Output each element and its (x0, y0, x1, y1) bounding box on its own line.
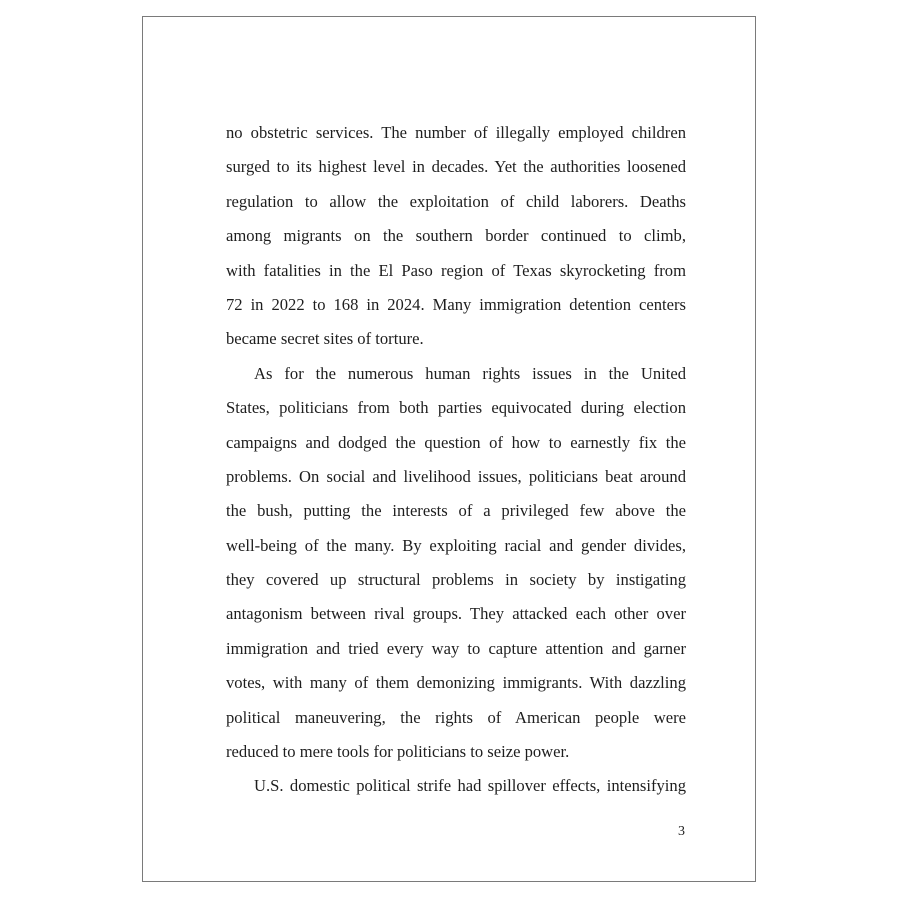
text-line: votes, with many of them demonizing immigrants. With dazzling (226, 673, 686, 693)
document-page (142, 16, 756, 882)
text-line: problems. On social and livelihood issues, politicians beat around (226, 466, 686, 486)
text-line: political maneuvering, the rights of American people were (226, 707, 686, 727)
text-line: no obstetric services. The number of illegally employed children (226, 123, 686, 142)
text-line: among migrants on the southern border continued to climb, (226, 226, 686, 246)
text-line: U.S. domestic political strife had spillover effects, intensifying (254, 776, 686, 796)
paragraph-3 (226, 769, 686, 803)
text-line: regulation to allow the exploitation of child laborers. Deaths (226, 191, 686, 211)
text-line: with fatalities in the El Paso region of Texas skyrocketing from (226, 260, 686, 280)
text-line: reduced to mere tools for politicians to seize power. (226, 742, 570, 762)
page-number: 3 (678, 824, 685, 839)
text-line: States, politicians from both parties equivocated during election (226, 398, 686, 418)
text-line: antagonism between rival groups. They attacked each other over (226, 604, 686, 624)
text-line: surged to its highest level in decades. Yet the authorities loosened (226, 157, 686, 177)
text-line: 72 in 2022 to 168 in 2024. Many immigration detention centers (226, 294, 686, 314)
paragraph-2 (226, 357, 686, 770)
text-line: As for the numerous human rights issues in the United (254, 363, 686, 383)
text-line: campaigns and dodged the question of how to earnestly fix the (226, 432, 686, 452)
text-line: the bush, putting the interests of a privileged few above the (226, 501, 686, 521)
body-text (226, 116, 686, 804)
text-line: immigration and tried every way to capture attention and garner (226, 638, 686, 658)
text-line: well-being of the many. By exploiting racial and gender divides, (226, 535, 686, 555)
text-line: they covered up structural problems in society by instigating (226, 570, 686, 590)
text-line: became secret sites of torture. (226, 329, 424, 349)
paragraph-1 (226, 116, 686, 357)
